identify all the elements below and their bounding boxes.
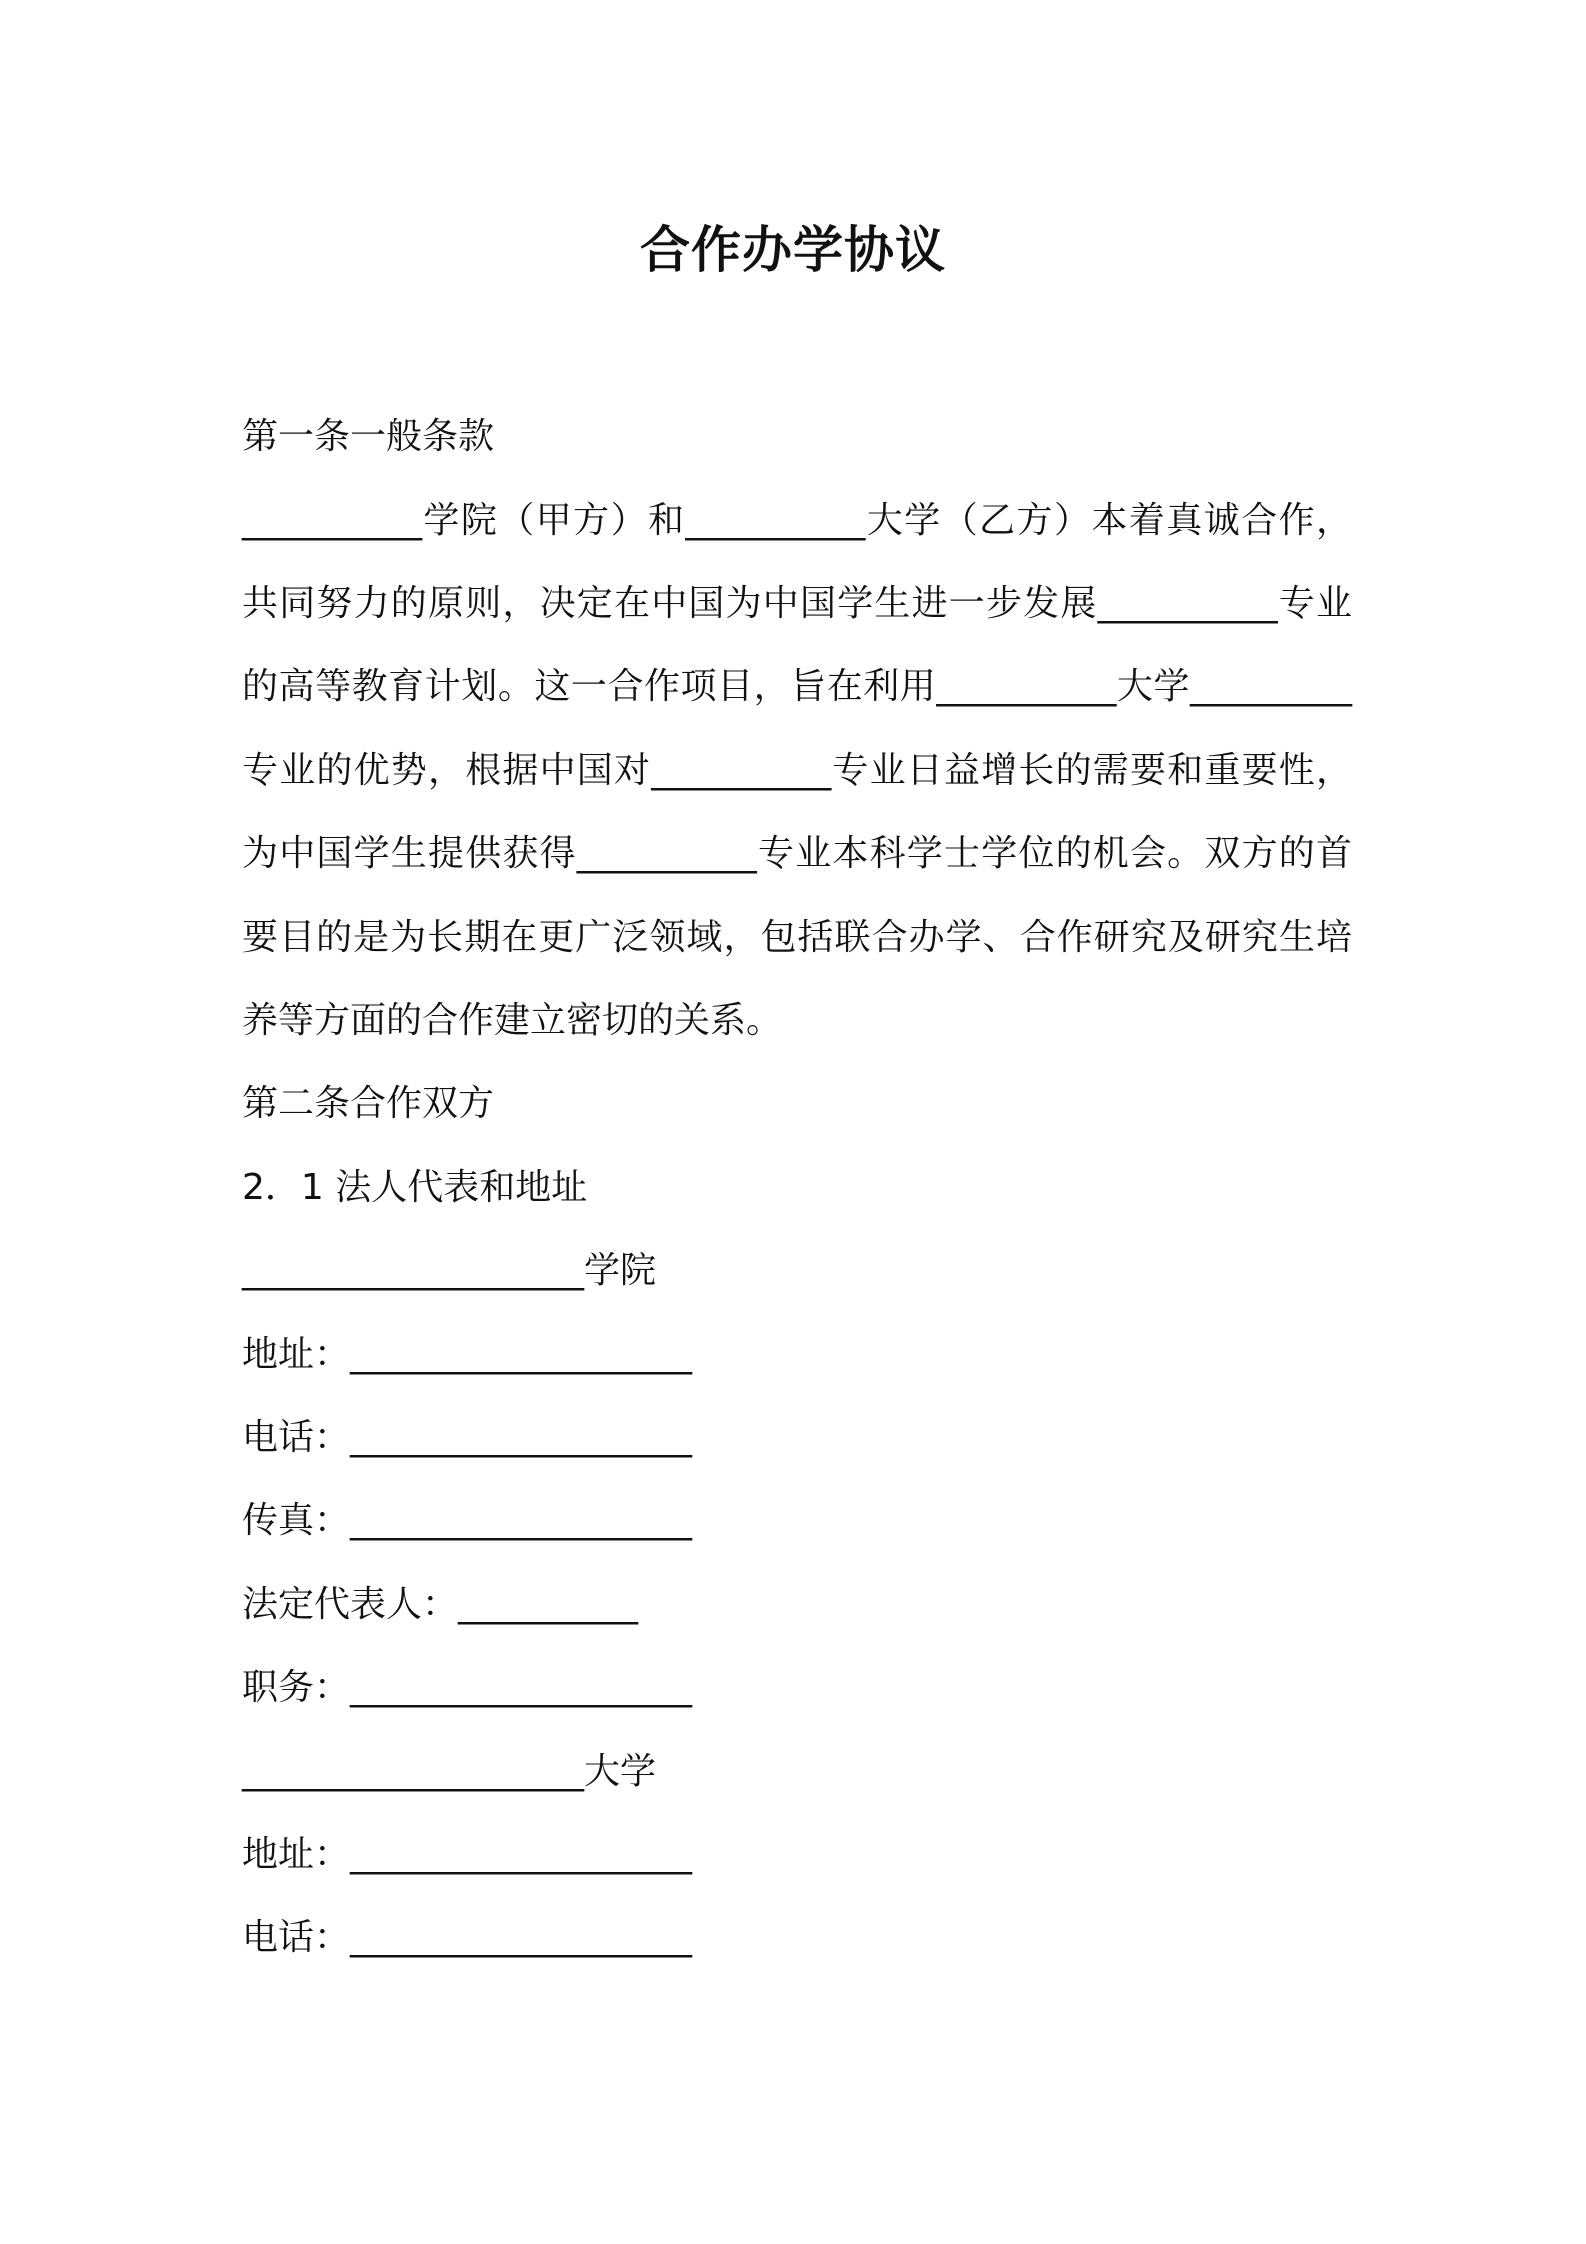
party-a-position-field: 职务：___________________ <box>242 1667 693 1708</box>
paragraph-line: 要目的是为长期在更广泛领域，包括联合办学、合作研究及研究生培 <box>242 917 1352 958</box>
party-b-name-field: ___________________大学 <box>242 1751 657 1792</box>
paragraph-line: 共同努力的原则，决定在中国为中国学生进一步发展__________专业 <box>242 583 1352 624</box>
party-a-phone-field: 电话：___________________ <box>242 1417 693 1458</box>
section-2-1-heading: 2．1 法人代表和地址 <box>242 1167 588 1208</box>
party-b-address-field: 地址：___________________ <box>242 1834 693 1875</box>
party-b-phone-field: 电话：___________________ <box>242 1917 693 1958</box>
paragraph-line: 为中国学生提供获得__________专业本科学士学位的机会。双方的首 <box>242 833 1352 874</box>
paragraph-line: __________学院（甲方）和__________大学（乙方）本着真诚合作， <box>242 500 1352 541</box>
paragraph-line: 的高等教育计划。这一合作项目，旨在利用__________大学_________ <box>242 666 1352 707</box>
document-title: 合作办学协议 <box>640 221 946 279</box>
article-1-heading: 第一条一般条款 <box>242 416 495 457</box>
article-2-heading: 第二条合作双方 <box>242 1083 495 1124</box>
party-a-legal-rep-field: 法定代表人：__________ <box>242 1584 639 1625</box>
party-a-name-field: ___________________学院 <box>242 1250 657 1291</box>
party-a-address-field: 地址：___________________ <box>242 1334 693 1375</box>
paragraph-line: 养等方面的合作建立密切的关系。 <box>242 1000 783 1041</box>
party-a-fax-field: 传真：___________________ <box>242 1500 693 1541</box>
paragraph-line: 专业的优势，根据中国对__________专业日益增长的需要和重要性， <box>242 750 1352 791</box>
